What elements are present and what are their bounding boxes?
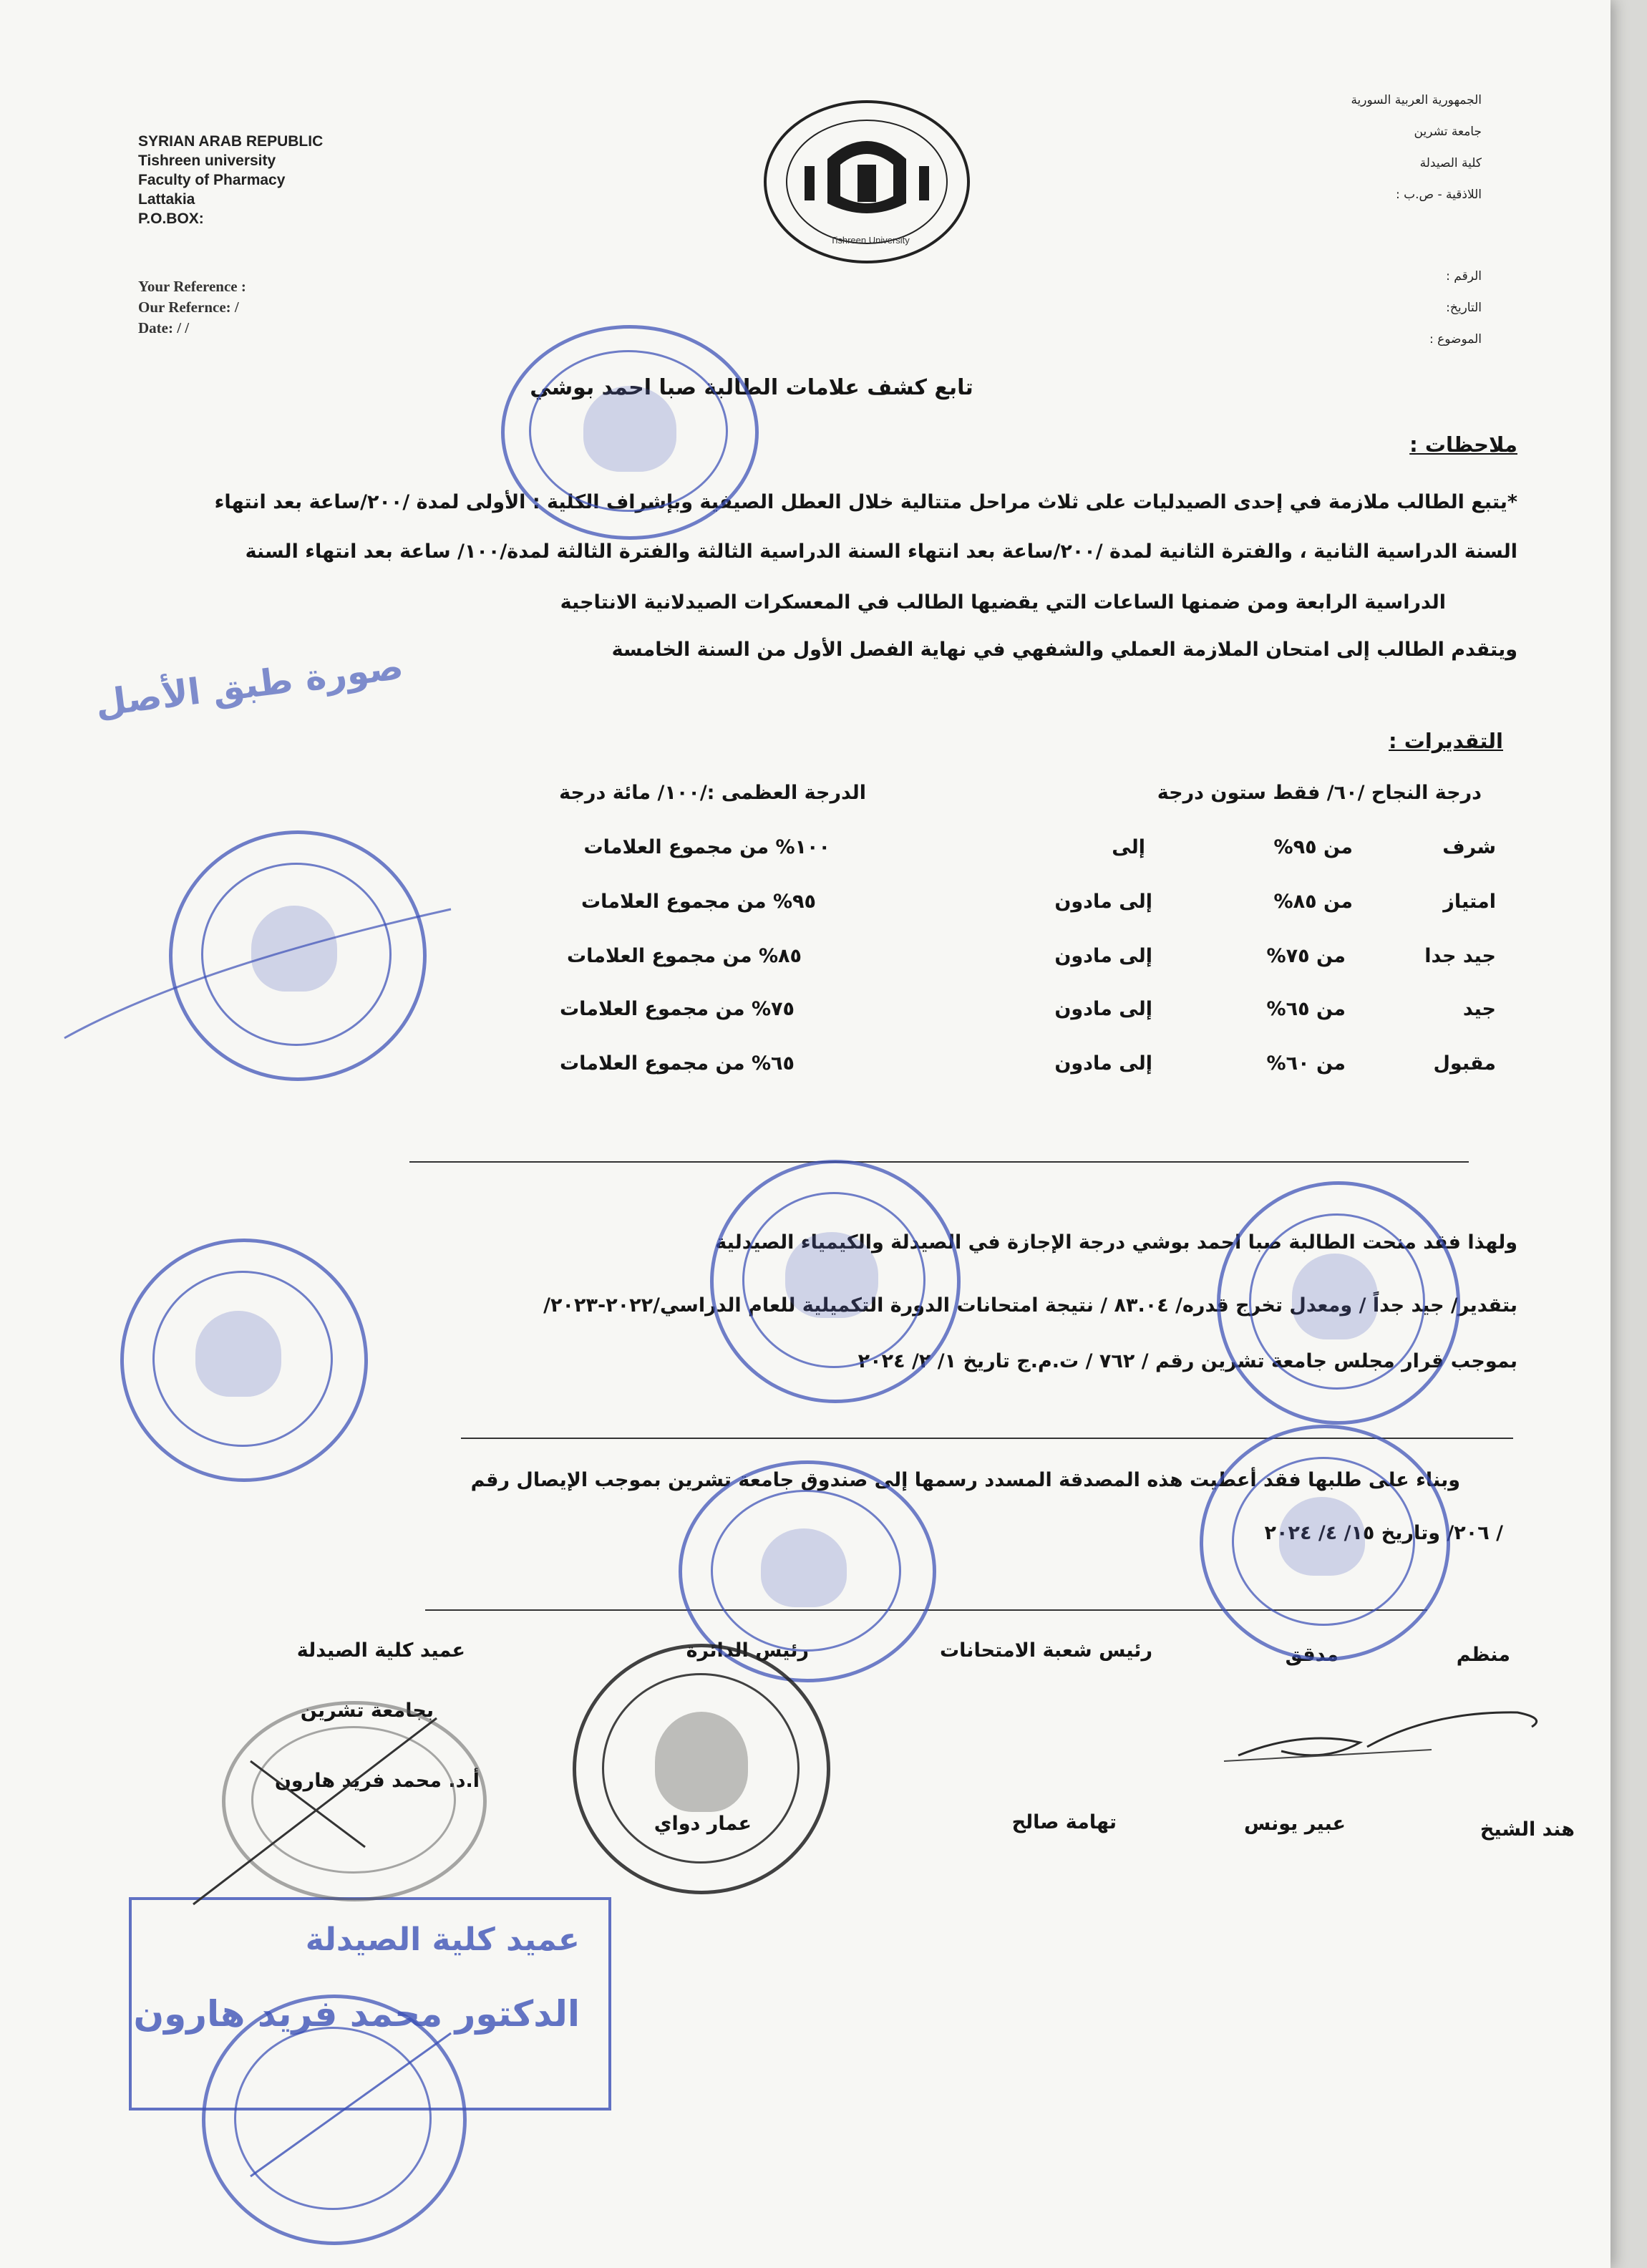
signature-role-dept-head: رئيس الدائرة xyxy=(686,1639,809,1662)
university-seal-stamp xyxy=(501,325,759,540)
notes-line: ويتقدم الطالب إلى امتحان الملازمة العملي والشفهي في نهاية الفصل الأول من السنة الخامسة xyxy=(611,639,1517,661)
grade-to: إلى xyxy=(1112,836,1145,858)
true-copy-stamp: صورة طبق الأصل xyxy=(93,645,406,725)
grades-label: التقديرات : xyxy=(1389,729,1503,753)
grade-upper: ٩٥% من مجموع العلامات xyxy=(580,891,816,913)
result-line: ولهذا فقد منحت الطالبة صبا احمد بوشي درجة الإجازة في الصيدلة والكيمياء الصيدلية xyxy=(715,1231,1517,1254)
notes-line: *يتبع الطالب ملازمة في إحدى الصيدليات على ثلاث مراحل متتالية خلال العطل الصيفية وبإشراف الكلية : الأولى لمدة /٢٠٠/ساعة بعد انتهاء xyxy=(214,491,1517,513)
max-mark: الدرجة العظمى :/١٠٠/ مائة درجة xyxy=(559,782,866,804)
grade-upper: ١٠٠% من مجموع العلامات xyxy=(583,836,830,858)
grade-upper: ٦٥% من مجموع العلامات xyxy=(559,1052,795,1075)
divider xyxy=(409,1161,1469,1163)
grade-to: إلى مادون xyxy=(1054,891,1152,913)
grade-upper: ٨٥% من مجموع العلامات xyxy=(566,945,802,967)
eagle-emblem-icon xyxy=(785,1232,878,1318)
signature-name-dean: أ.د. محمد فريد هارون xyxy=(274,1770,480,1792)
university-seal-stamp xyxy=(120,1239,368,1482)
signature-name-organizer: هند الشيخ xyxy=(1480,1818,1575,1841)
grade-name: مقبول xyxy=(1433,1052,1496,1075)
stamp-signature-stroke-icon xyxy=(50,881,480,1052)
grade-from: من ٦٥% xyxy=(1266,998,1346,1020)
header-ar-refs xyxy=(1339,261,1482,355)
eagle-emblem-icon xyxy=(1292,1254,1378,1339)
header-en-faculty: Faculty of Pharmacy xyxy=(138,172,286,188)
header-en-university: Tishreen university xyxy=(138,152,276,169)
grade-to: إلى مادون xyxy=(1054,945,1152,967)
grade-to: إلى مادون xyxy=(1054,998,1152,1020)
header-ar-subject: الموضوع : xyxy=(1429,332,1482,346)
grade-from: من ٩٥% xyxy=(1273,836,1353,858)
header-ar-republic: الجمهورية العربية السورية xyxy=(1351,93,1482,107)
grade-from: من ٧٥% xyxy=(1266,945,1346,967)
header-en-date: Date: / / xyxy=(138,319,190,336)
dean-stamp-name: الدكتور محمد فريد هارون xyxy=(133,1993,580,2035)
result-line: بموجب قرار مجلس جامعة تشرين رقم / ٧٦٢ / ت.م.ج تاريخ ١/ ٢/ ٢٠٢٤ xyxy=(857,1350,1517,1372)
grade-upper: ٧٥% من مجموع العلامات xyxy=(559,998,795,1020)
signature-name-auditor: عبير يونس xyxy=(1243,1813,1346,1835)
header-en-pobox: P.O.BOX: xyxy=(138,210,204,227)
signature-role-auditor: مدقق xyxy=(1285,1644,1339,1666)
university-seal-stamp xyxy=(1217,1181,1460,1425)
department-seal-stamp xyxy=(573,1644,830,1894)
header-en xyxy=(138,132,323,228)
eagle-emblem-icon xyxy=(1279,1497,1365,1576)
university-seal-stamp xyxy=(1200,1425,1450,1661)
pass-mark: درجة النجاح /٦٠/ فقط ستون درجة xyxy=(1157,782,1482,804)
signature-role-dean: عميد كلية الصيدلة xyxy=(296,1639,465,1662)
fee-line: وبناء على طلبها فقد أعطيت هذه المصدقة المسدد رسمها إلى صندوق جامعة تشرين بموجب الإيصال رقم xyxy=(470,1469,1460,1491)
grade-to: إلى مادون xyxy=(1054,1052,1152,1075)
header-ar-university: جامعة تشرين xyxy=(1414,125,1482,139)
result-line: بتقدير/ جيد جداً / ومعدل تخرج قدره/ ٨٣.٠٤ / نتيجة امتحانات الدورة التكميلية للعام الدراسي/٢٠٢٢-٢٠٢٣/ xyxy=(543,1294,1517,1317)
logo-caption: Tishreen University xyxy=(830,235,910,246)
notes-line: السنة الدراسية الثانية ، والفترة الثانية لمدة /٢٠٠/ساعة بعد انتهاء السنة الدراسية الثالثة والفترة الثالثة لمدة/١٠٠/ ساعة بعد انتهاء السنة xyxy=(245,541,1517,563)
eagle-emblem-icon xyxy=(655,1712,748,1812)
grade-name: شرف xyxy=(1442,836,1496,858)
page-title: تابع كشف علامات الطالبة صبا احمد بوشي xyxy=(530,375,973,400)
header-en-ref-ours: Our Refernce: / xyxy=(138,299,239,316)
signature-role-exams-head: رئيس شعبة الامتحانات xyxy=(940,1639,1152,1662)
signature-role-organizer: منظم xyxy=(1456,1644,1510,1666)
eagle-emblem-icon xyxy=(761,1528,847,1607)
notes-label: ملاحظات : xyxy=(1409,432,1517,457)
notes-line: الدراسية الرابعة ومن ضمنها الساعات التي يقضيها الطالب في المعسكرات الصيدلانية الانتاجية xyxy=(560,591,1446,614)
university-logo xyxy=(762,96,972,268)
signature-name-exams-head: تهامة صالح xyxy=(1011,1811,1117,1833)
header-ar-date: التاريخ: xyxy=(1446,301,1482,315)
signature-role-dean-university: بجامعة تشرين xyxy=(300,1700,434,1722)
handwritten-signature-icon xyxy=(1217,1697,1560,1775)
grade-name: جيد xyxy=(1462,998,1496,1020)
grade-name: امتياز xyxy=(1443,891,1496,913)
signature-name-dept-head: عمار دواي xyxy=(654,1813,752,1835)
header-en-republic: SYRIAN ARAB REPUBLIC xyxy=(138,133,324,150)
eagle-emblem-icon xyxy=(195,1311,281,1397)
dean-stamp-signature-stroke-icon xyxy=(236,2005,465,2191)
eagle-emblem-icon xyxy=(583,386,676,472)
header-ar-number: الرقم : xyxy=(1446,269,1482,284)
header-en-city: Lattakia xyxy=(138,191,195,208)
university-seal-stamp xyxy=(710,1160,961,1403)
grade-from: من ٦٠% xyxy=(1266,1052,1346,1075)
grade-from: من ٨٥% xyxy=(1273,891,1353,913)
header-ar-faculty: كلية الصيدلة xyxy=(1419,156,1482,170)
header-ar-city: اللاذقية - ص.ب : xyxy=(1395,188,1482,202)
fee-line: / ٢٠٦/ وتاريخ ١٥/ ٤/ ٢٠٢٤ xyxy=(1264,1522,1503,1544)
header-ar xyxy=(1253,84,1482,210)
header-en-ref-yours: Your Reference : xyxy=(138,278,246,295)
dean-signature-stroke-icon xyxy=(179,1704,508,1919)
dean-stamp-title: عميد كلية الصيدلة xyxy=(305,1922,580,1958)
grade-name: جيد جدا xyxy=(1424,945,1496,967)
header-en-refs xyxy=(138,276,246,339)
